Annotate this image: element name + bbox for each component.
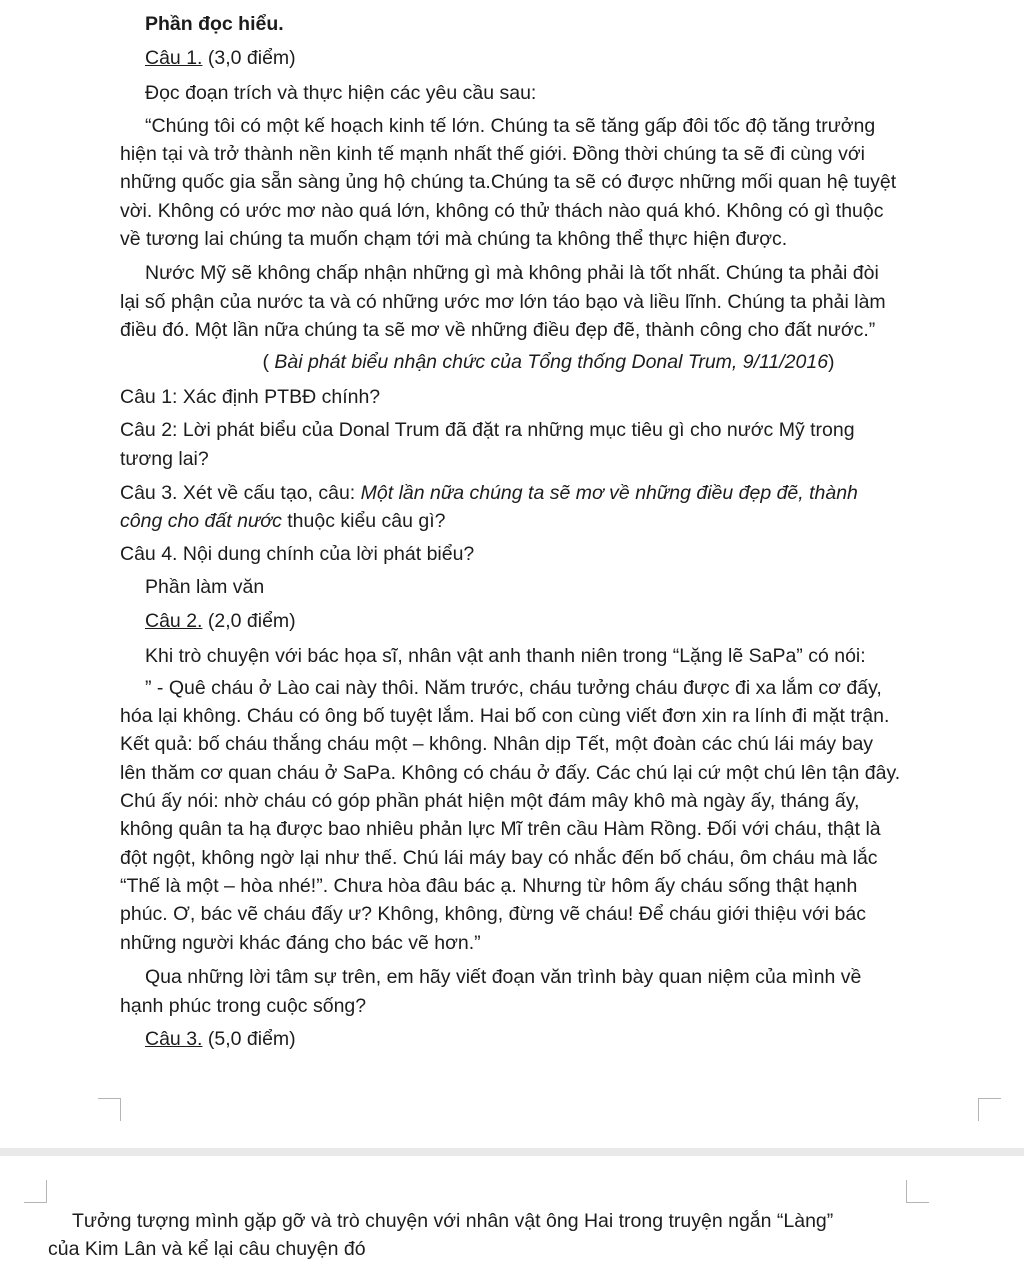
quote-line: ” - Quê cháu ở Lào cai này thôi. Năm trước, cháu tưởng cháu được đi xa lắm cơ đấy, (145, 677, 882, 699)
page-corner-mark (978, 1098, 1001, 1121)
question-2-points: (2,0 điểm) (202, 610, 296, 632)
question-1-title (145, 44, 1002, 72)
subquestion-3-prefix: Câu 3. Xét về cấu tạo, câu: (120, 482, 361, 504)
excerpt-line: hiện tại và trở thành nền kinh tế mạnh nhất thế giới. Đồng thời chúng ta sẽ đi cùng với (120, 143, 865, 165)
source-citation (120, 348, 977, 376)
quote-line: Chú ấy nói: nhờ cháu có góp phần phát hiện một đám mây khô mà ngày ấy, tháng ấy, (120, 790, 860, 812)
subquestion-3-suffix: thuộc kiểu câu gì? (281, 510, 446, 532)
quote-line: đột ngột, không ngờ lại như thế. Chú lái máy bay có nhắc đến bố cháu, ôm cháu mà lắc (120, 847, 878, 869)
question-1-instruction: Đọc đoạn trích và thực hiện các yêu cầu sau: (145, 82, 537, 104)
page-corner-mark (24, 1180, 47, 1203)
quote-line: phúc. Ơ, bác vẽ cháu đấy ư? Không, không, đừng vẽ cháu! Để cháu giới thiệu với bác (120, 903, 866, 925)
question-3-task-line: của Kim Lân và kể lại câu chuyện đó (48, 1238, 366, 1260)
subquestion-3-quoted-sentence-end: công cho đất nước (120, 510, 282, 532)
question-2-task-line: Qua những lời tâm sự trên, em hãy viết đoạn văn trình bày quan niệm của mình về (145, 966, 862, 988)
page-corner-mark (906, 1180, 929, 1203)
subquestion-1: Câu 1: Xác định PTBĐ chính? (120, 386, 381, 408)
excerpt-line: “Chúng tôi có một kế hoạch kinh tế lớn. Chúng ta sẽ tăng gấp đôi tốc độ tăng trưởng (145, 115, 876, 137)
quote-line: những người khác đáng cho bác vẽ hơn.” (120, 932, 481, 954)
subquestion-3-quoted-sentence: Một lần nữa chúng ta sẽ mơ về những điều đẹp đẽ, thành (360, 482, 858, 504)
question-1-label: Câu 1. (145, 47, 203, 69)
excerpt-line: những quốc gia sẵn sàng ủng hộ chúng ta.Chúng ta sẽ có được những mối quan hệ tuyệt (120, 171, 897, 193)
subquestion-4: Câu 4. Nội dung chính của lời phát biểu? (120, 543, 475, 565)
question-1-points: (3,0 điểm) (202, 47, 296, 69)
subquestion-3-line (120, 479, 977, 507)
writing-heading: Phần làm văn (145, 576, 265, 598)
excerpt-line: lại số phận của nước ta và có những ước mơ lớn táo bạo và liều lĩnh. Chúng ta phải làm (120, 291, 886, 313)
quote-line: “Thế là một – hòa nhé!”. Chưa hòa đâu bác ạ. Nhưng từ hôm ấy cháu sống thật hạnh (120, 875, 858, 897)
source-close-paren: ) (828, 351, 835, 373)
page-corner-mark (98, 1098, 121, 1121)
page-separator (0, 1148, 1024, 1156)
question-3-title (145, 1025, 1002, 1053)
subquestion-2-line: tương lai? (120, 448, 209, 470)
question-3-label: Câu 3. (145, 1028, 203, 1050)
source-text: Bài phát biểu nhận chức của Tổng thống Donal Trum, 9/11/2016 (274, 351, 829, 373)
quote-line: lên thăm cơ quan cháu ở SaPa. Không có cháu ở đấy. Các chú lại cứ một chú lên tận đây. (120, 762, 901, 784)
question-2-label: Câu 2. (145, 610, 203, 632)
excerpt-line: điều đó. Một lần nữa chúng ta sẽ mơ về những điều đẹp đẽ, thành công cho đất nước.” (120, 319, 876, 341)
quote-line: không quân ta hạ được bao nhiêu phản lực Mĩ trên cầu Hàm Rồng. Đối với cháu, thật là (120, 818, 881, 840)
question-3-task-line: Tưởng tượng mình gặp gỡ và trò chuyện với nhân vật ông Hai trong truyện ngắn “Làng” (72, 1210, 834, 1232)
excerpt-line: vời. Không có ước mơ nào quá lớn, không có thử thách nào quá khó. Không có gì thuộc (120, 200, 884, 222)
source-open-paren: ( (262, 351, 275, 373)
question-3-points: (5,0 điểm) (202, 1028, 296, 1050)
question-2-title (145, 607, 1002, 635)
reading-heading: Phần đọc hiểu. (145, 13, 284, 35)
quote-line: hóa lại không. Cháu có ông bố tuyệt lắm. Hai bố con cùng viết đơn xin ra lính đi mặt trận. (120, 705, 890, 727)
excerpt-line: về tương lai chúng ta muốn chạm tới mà chúng ta không thể thực hiện được. (120, 228, 788, 250)
question-2-intro: Khi trò chuyện với bác họa sĩ, nhân vật anh thanh niên trong “Lặng lẽ SaPa” có nói: (145, 645, 866, 667)
question-2-task-line: hạnh phúc trong cuộc sống? (120, 995, 367, 1017)
cut-off-text-fragment (380, 0, 830, 2)
quote-line: Kết quả: bố cháu thắng cháu một – không. Nhân dịp Tết, một đoàn các chú lái máy bay (120, 733, 874, 755)
subquestion-3-line (120, 507, 977, 535)
subquestion-2-line: Câu 2: Lời phát biểu của Donal Trum đã đặt ra những mục tiêu gì cho nước Mỹ trong (120, 419, 855, 441)
excerpt-line: Nước Mỹ sẽ không chấp nhận những gì mà không phải là tốt nhất. Chúng ta phải đòi (145, 262, 879, 284)
